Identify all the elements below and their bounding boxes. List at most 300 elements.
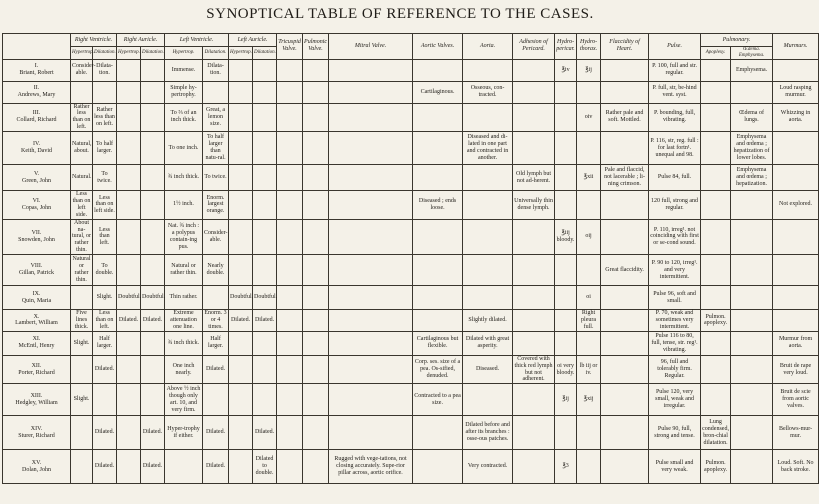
cell-oed [731, 255, 773, 286]
case-number: XII. [31, 362, 42, 369]
cell-pul [303, 81, 329, 103]
cell-flac: Great flaccidity. [601, 255, 649, 286]
cell-hydp: ℥3 [555, 450, 577, 484]
cell-pulse: P. 90 to 120, irreg¹. and very intermittent. [649, 255, 701, 286]
cell-aorta: Diseased. [463, 355, 513, 384]
cell-oed [731, 450, 773, 484]
cell-lvh: Nat. ¾ inch : a polypus contain-ing pus. [165, 219, 203, 254]
cell-mit [329, 191, 413, 220]
cell-adh [513, 310, 555, 332]
cell-pulse: Pulse 84, full. [649, 165, 701, 191]
cell-rvh [71, 81, 93, 103]
cell-adh [513, 219, 555, 254]
cell-hydt: ℥ij [577, 59, 601, 81]
cell-mur: Bellows-mur-mur. [773, 416, 819, 450]
cell-hydp [555, 81, 577, 103]
cell-rvh [71, 450, 93, 484]
cell-hydt [577, 132, 601, 165]
cell-rah [117, 255, 141, 286]
cell-lad: Dilated to double. [253, 450, 277, 484]
cell-lah [229, 450, 253, 484]
cell-rvh [71, 355, 93, 384]
cell-rvh: Slight. [71, 384, 93, 416]
synoptical-table [2, 33, 819, 484]
cell-aorv: Cartilaginous but flexible. [413, 331, 463, 355]
cell-lvd: Enorm. largest orange. [203, 191, 229, 220]
cell-lvh: Simple hy-pertrophy. [165, 81, 203, 103]
cell-lvd: To twice. [203, 165, 229, 191]
cell-lvh: To ⅔ of an inch thick. [165, 103, 203, 132]
cell-aorv [413, 219, 463, 254]
case-cell [3, 59, 71, 81]
cell-apop [701, 286, 731, 310]
cell-flac [601, 132, 649, 165]
cell-aorta [463, 191, 513, 220]
subheader-dilatation: Dilatation. [253, 47, 277, 60]
cell-lvd [203, 286, 229, 310]
case-number: XI. [32, 336, 41, 343]
cell-flac [601, 331, 649, 355]
patient-name: Porter, Richard [18, 369, 55, 376]
cell-mit: Rugged with vege-tations, not closing accurately. Supe-rior pillar across, aortic orifice. [329, 450, 413, 484]
cell-lad [253, 191, 277, 220]
cell-rah [117, 165, 141, 191]
cell-lad [253, 331, 277, 355]
cell-rad [141, 165, 165, 191]
cell-lvd: Dilata-tion. [203, 59, 229, 81]
cell-hydp [555, 132, 577, 165]
cell-rvd: Less than left. [93, 219, 117, 254]
cell-lad [253, 219, 277, 254]
case-cell [3, 219, 71, 254]
cell-lah [229, 355, 253, 384]
case-cell [3, 132, 71, 165]
cell-flac [601, 286, 649, 310]
cell-mit [329, 219, 413, 254]
cell-flac [601, 219, 649, 254]
cell-lvh: Thin rather. [165, 286, 203, 310]
patient-name: Briant, Robert [19, 70, 54, 76]
case-number: XV. [31, 459, 42, 466]
cell-lvh: Extreme attenuation one line. [165, 310, 203, 332]
header-right-auricle: Right Auricle. [117, 34, 165, 47]
cell-lvh: Hyper-trophy if either. [165, 416, 203, 450]
cell-aorv [413, 310, 463, 332]
cell-rad [141, 59, 165, 81]
cell-oed [731, 219, 773, 254]
cell-aorta: Dilated before and after its branches : osse-ous patches. [463, 416, 513, 450]
subheader-hypertrop: Hypertrop. [71, 47, 93, 60]
cell-rvd: Rather less than on left. [93, 103, 117, 132]
cell-pulse: Pulse 96, soft and small. [649, 286, 701, 310]
cell-lvd: To half larger than natu-ral. [203, 132, 229, 165]
cell-aorv [413, 59, 463, 81]
cell-pul [303, 132, 329, 165]
cell-rad [141, 191, 165, 220]
cell-oed [731, 310, 773, 332]
cell-adh [513, 81, 555, 103]
cell-lvh: ¾ inch thick. [165, 165, 203, 191]
header-pulmonary: Pulmonary. [701, 34, 773, 47]
cell-lah [229, 191, 253, 220]
cell-rvd: Dilated. [93, 416, 117, 450]
cell-mur [773, 59, 819, 81]
cell-lah [229, 165, 253, 191]
cell-hydt: lb iij or iv. [577, 355, 601, 384]
cell-rvh: Natural, about. [71, 132, 93, 165]
cell-flac [601, 355, 649, 384]
cell-lah [229, 331, 253, 355]
case-number: XIII. [30, 392, 43, 399]
patient-name: Hedgley, William [15, 399, 58, 406]
cell-hydp [555, 191, 577, 220]
header-flaccidity: Flaccidity of Heart. [601, 34, 649, 60]
cell-hydp [555, 331, 577, 355]
cell-pulse: Pulse small and very weak. [649, 450, 701, 484]
cell-hydt: ℥xii [577, 165, 601, 191]
case-number: XIV. [30, 425, 43, 432]
header-aortic-valves: Aortic Valves. [413, 34, 463, 60]
cell-aorv [413, 416, 463, 450]
cell-oed: Emphysema and œdema ; hepatization. [731, 165, 773, 191]
cell-rad: Dilated. [141, 450, 165, 484]
cell-pulse: P. bounding, full, vibrating. [649, 103, 701, 132]
cell-lvh: Natural or rather thin. [165, 255, 203, 286]
header-left-auricle: Left Auricle. [229, 34, 277, 47]
table-row [3, 331, 819, 355]
header-pulmonic: Pulmonic Valve. [303, 34, 329, 60]
cell-pulse: 120 full, strong and regular. [649, 191, 701, 220]
cell-aorv [413, 132, 463, 165]
cell-rah [117, 103, 141, 132]
cell-tri [277, 450, 303, 484]
cell-lvd: Dilated. [203, 450, 229, 484]
cell-lad: Doubtful. [253, 286, 277, 310]
cell-lad [253, 355, 277, 384]
cell-mit [329, 59, 413, 81]
cell-hydp [555, 416, 577, 450]
cell-lah [229, 81, 253, 103]
cell-adh [513, 132, 555, 165]
case-number: VIII. [30, 263, 43, 270]
cell-mur [773, 286, 819, 310]
patient-name: Andrews, Mary [17, 92, 56, 98]
cell-mur: Bruit de rape very loud. [773, 355, 819, 384]
cell-apop: Pulmon. apoplexy. [701, 450, 731, 484]
cell-rvh [71, 416, 93, 450]
cell-mur [773, 255, 819, 286]
cell-rvd: Less than on left. [93, 310, 117, 332]
subheader-hypertrop: Hypertrop. [117, 47, 141, 60]
cell-aorta [463, 219, 513, 254]
cell-oed [731, 191, 773, 220]
cell-apop [701, 355, 731, 384]
cell-rvd: Slight. [93, 286, 117, 310]
header-tricuspid: Tricuspid Valve. [277, 34, 303, 60]
cell-hydp: ℥iij bloody. [555, 219, 577, 254]
cell-oed [731, 81, 773, 103]
cell-mit [329, 132, 413, 165]
cell-lvd [203, 384, 229, 416]
subheader-apoplexy: Apoplexy. [701, 47, 731, 60]
cell-lah [229, 59, 253, 81]
cell-rvh: About na-tural, or rather thin. [72, 219, 91, 254]
cell-hydp: oi very bloody. [555, 355, 577, 384]
header-aorta: Aorta. [463, 34, 513, 60]
cell-aorv [413, 450, 463, 484]
cell-mit [329, 103, 413, 132]
patient-name: Keith, David [21, 148, 52, 155]
case-number: II. [33, 85, 40, 92]
cell-hydp [555, 255, 577, 286]
header-patient [3, 34, 71, 60]
cell-pulse: P. 116, str, reg. full : for last fortn¹. unequal and 98. [649, 132, 701, 165]
cell-aorv: Diseased ; ends loose. [413, 191, 463, 220]
cell-lah [229, 132, 253, 165]
cell-lvh: Above ½ inch though only art. 10, and very firm. [165, 384, 203, 416]
cell-hydt: oiv [577, 103, 601, 132]
cell-tri [277, 355, 303, 384]
patient-name: Quin, Maria [21, 297, 52, 304]
cell-hydt [577, 331, 601, 355]
cell-pulse: P. full, str, be-hind vent. syst. [649, 81, 701, 103]
cell-lad: Dilated. [253, 310, 277, 332]
cell-oed [731, 355, 773, 384]
cell-pul [303, 416, 329, 450]
cell-rah [117, 219, 141, 254]
cell-rad [141, 255, 165, 286]
cell-pulse: Pulse 90, full, strong and tense. [649, 416, 701, 450]
table-row [3, 355, 819, 384]
cell-flac [601, 384, 649, 416]
cell-tri [277, 103, 303, 132]
cell-rah [117, 331, 141, 355]
table-row [3, 450, 819, 484]
table-row [3, 416, 819, 450]
cell-oed: Œdema of lungs. [731, 103, 773, 132]
cell-lvd [203, 81, 229, 103]
case-cell [3, 255, 71, 286]
cell-lad [253, 132, 277, 165]
cell-tri [277, 384, 303, 416]
cell-pul [303, 355, 329, 384]
header-mitral: Mitral Valve. [329, 34, 413, 60]
cell-hydt [577, 191, 601, 220]
cell-lvd: Half larger. [203, 331, 229, 355]
case-cell [3, 331, 71, 355]
cell-lah [229, 103, 253, 132]
cell-rvd: Dilata-tion. [93, 59, 117, 81]
cell-mit [329, 331, 413, 355]
cell-apop [701, 384, 731, 416]
cell-pul [303, 384, 329, 416]
cell-apop [701, 103, 731, 132]
cell-rad [141, 103, 165, 132]
cell-pul [303, 191, 329, 220]
subheader-dilatation: Dilatation. [203, 47, 229, 60]
cell-mur [773, 219, 819, 254]
patient-name: McEntl, Henry [18, 343, 55, 350]
cell-mur: Whizzing in aorta. [773, 103, 819, 132]
cell-adh [513, 450, 555, 484]
cell-oed: Emphysema. [731, 59, 773, 81]
cell-lad [253, 59, 277, 81]
cell-pulse: 96, full and tolerably firm. Regular. [649, 355, 701, 384]
cell-rah [117, 191, 141, 220]
header-adhesion: Adhesion of Pericard. [513, 34, 555, 60]
cell-aorv [413, 165, 463, 191]
cell-oed [731, 416, 773, 450]
cell-pulse: P. 100, full and str. regular. [649, 59, 701, 81]
table-row [3, 191, 819, 220]
case-number: IV. [32, 141, 41, 148]
cell-aorta: Dilated with great asperity. [463, 331, 513, 355]
cell-oed [731, 331, 773, 355]
cell-lvd: Nearly double. [203, 255, 229, 286]
cell-rah: Doubtful. [117, 286, 141, 310]
case-cell [3, 103, 71, 132]
cell-lvd: Dilated. [203, 416, 229, 450]
case-cell [3, 355, 71, 384]
cell-oed [731, 384, 773, 416]
cell-rvd: To half larger. [93, 132, 117, 165]
cell-mur [773, 132, 819, 165]
cell-mit [329, 384, 413, 416]
cell-mit [329, 416, 413, 450]
cell-rvd [93, 384, 117, 416]
cell-hydt: oi [577, 286, 601, 310]
cell-aorta [463, 59, 513, 81]
cell-apop [701, 132, 731, 165]
cell-rvd: Half larger. [93, 331, 117, 355]
cell-aorv: Cartilaginous. [413, 81, 463, 103]
cell-adh [513, 331, 555, 355]
cell-lvh: One inch nearly. [165, 355, 203, 384]
cell-tri [277, 165, 303, 191]
cell-aorta: Very contracted. [463, 450, 513, 484]
cell-adh [513, 59, 555, 81]
table-row [3, 103, 819, 132]
table-row [3, 81, 819, 103]
cell-rad: Dilated. [141, 310, 165, 332]
cell-tri [277, 416, 303, 450]
cell-tri [277, 59, 303, 81]
case-cell [3, 384, 71, 416]
cell-aorta [463, 286, 513, 310]
cell-rad [141, 81, 165, 103]
cell-flac: Pale and flaccid, not lacerable ; li-ning crimson. [601, 165, 649, 191]
cell-rad [141, 331, 165, 355]
cell-rad: Doubtful. [141, 286, 165, 310]
cell-aorta: Diseased and di-lated in one part and contracted in another. [463, 132, 513, 165]
cell-rah [117, 355, 141, 384]
cell-aorta [463, 103, 513, 132]
table-row [3, 59, 819, 81]
cell-pul [303, 310, 329, 332]
cell-lvh: ¾ inch thick. [165, 331, 203, 355]
case-number: VII. [31, 229, 42, 236]
cell-flac [601, 310, 649, 332]
cell-oed: Emphysema and œdema ; hepatization of lower lobes. [731, 132, 773, 165]
table-row [3, 219, 819, 254]
cell-mur: Murmur from aorta. [773, 331, 819, 355]
page-title: SYNOPTICAL TABLE OF REFERENCE TO THE CASES. [206, 6, 594, 22]
cell-pulse: P. 70, weak and sometimes very intermittent. [649, 310, 701, 332]
cell-lah: Doubtful. [229, 286, 253, 310]
cell-hydt [577, 450, 601, 484]
cell-lvd: Enorm. 3 or 4 times. [204, 310, 227, 330]
cell-lvd: Great, a lemon size. [203, 103, 229, 132]
cell-tri [277, 219, 303, 254]
cell-rad: Dilated. [141, 416, 165, 450]
cell-tri [277, 310, 303, 332]
header-right-ventricle: Right Ventricle. [71, 34, 117, 47]
subheader-hypertrop: Hypertrop. [229, 47, 253, 60]
header-left-ventricle: Left Ventricle. [165, 34, 229, 47]
cell-hydp: ℥iv [555, 59, 577, 81]
cell-pulse: Pulse 120, very small, weak and irregular. [649, 384, 701, 416]
cell-apop [701, 165, 731, 191]
case-cell [3, 416, 71, 450]
cell-flac [601, 450, 649, 484]
cell-rad [141, 355, 165, 384]
cell-apop [701, 255, 731, 286]
cell-adh [513, 255, 555, 286]
cell-mur: Loud rasping murmur. [773, 81, 819, 103]
cell-adh [513, 416, 555, 450]
cell-adh [513, 286, 555, 310]
table-row [3, 132, 819, 165]
cell-pul [303, 286, 329, 310]
case-number: V. [33, 170, 40, 177]
cell-lad [253, 103, 277, 132]
table-row [3, 255, 819, 286]
cell-lad [253, 81, 277, 103]
cell-tri [277, 132, 303, 165]
table-row [3, 310, 819, 332]
cell-tri [277, 331, 303, 355]
cell-mur: Bruit de scie from aortic valves. [773, 384, 819, 416]
cell-hydp [555, 103, 577, 132]
header-hydropericar: Hydro-pericar. [555, 34, 577, 60]
cell-mit [329, 81, 413, 103]
cell-flac [601, 416, 649, 450]
patient-name: Green, John [22, 177, 51, 184]
cell-hydt: Right pleura full. [577, 310, 601, 332]
cell-adh [513, 384, 555, 416]
cell-rah [117, 450, 141, 484]
case-cell [3, 450, 71, 484]
case-cell [3, 286, 71, 310]
cell-rvd: To twice. [93, 165, 117, 191]
cell-rvh: Natural or rather thin. [71, 255, 93, 286]
patient-name: Sturer, Richard [18, 432, 55, 439]
cell-lvh: 1½ inch. [165, 191, 203, 220]
cell-hydp [555, 165, 577, 191]
cell-rvh: Five lines thick. [71, 310, 93, 332]
header-hydrothorax: Hydro-thorax. [577, 34, 601, 60]
cell-lvd: Consider-able. [203, 219, 229, 254]
cell-apop [701, 191, 731, 220]
case-number: III. [32, 110, 41, 117]
cell-rad [141, 132, 165, 165]
cell-apop: Pulmon. apoplexy. [701, 310, 731, 332]
cell-hydt [577, 416, 601, 450]
cell-rvd: Dilated. [93, 450, 117, 484]
cell-mit [329, 310, 413, 332]
cell-pulse: P. 110, irreg¹. not coinciding with first or se-cond sound. [649, 219, 701, 254]
cell-hydt: ℥xij [577, 384, 601, 416]
